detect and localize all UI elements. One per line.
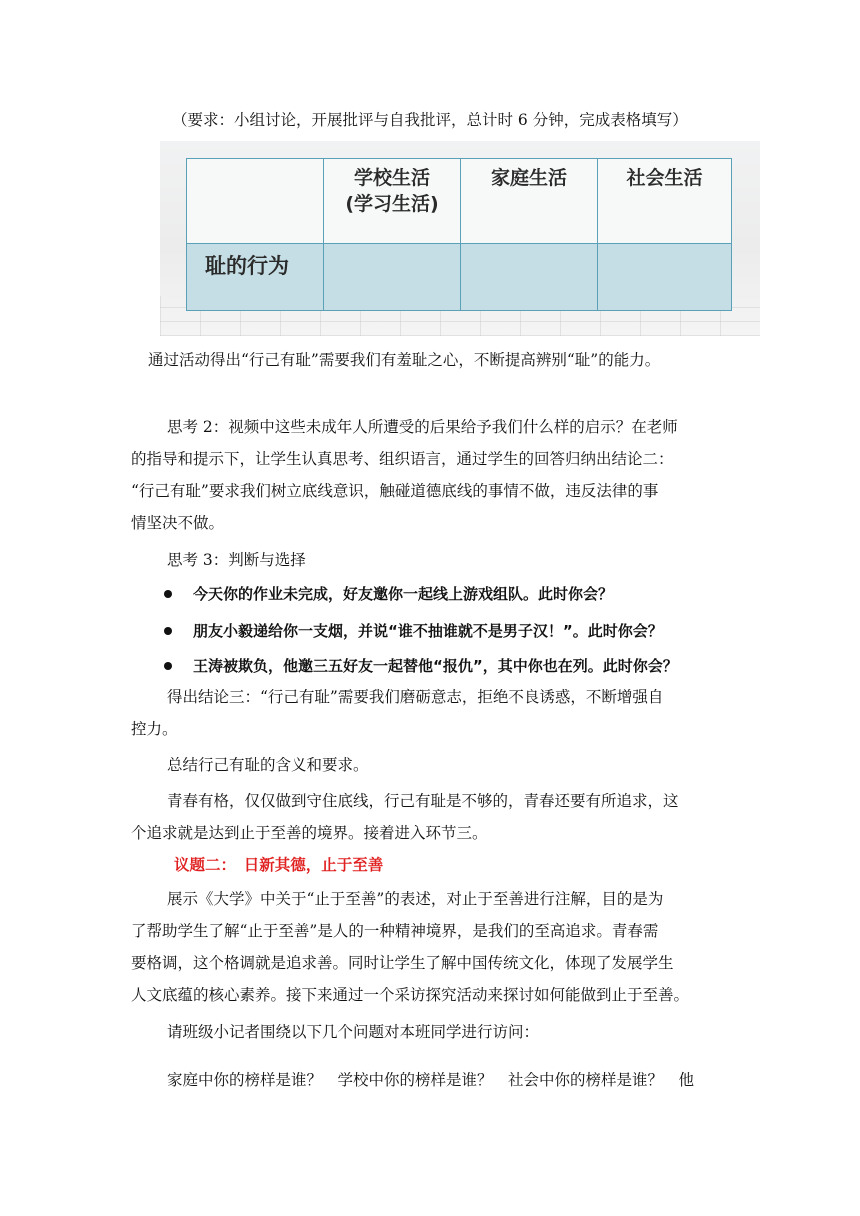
requirement-note: （要求：小组讨论，开展批评与自我批评，总计时 6 分钟，完成表格填写） [172, 111, 688, 129]
bullet-dot [164, 590, 172, 598]
paragraph-think3: 思考 3：判断与选择 [167, 551, 306, 569]
bullet-dot [164, 627, 172, 635]
paragraph-conclusion3-line1: 得出结论三：“行己有耻”需要我们磨砺意志，拒绝不良诱惑，不断增强自 [167, 688, 664, 706]
table-cell-family [461, 244, 598, 311]
activity-table-image [160, 141, 760, 336]
topic2-heading: 议题二： 日新其德，止于至善 [174, 856, 384, 874]
bullet-dot [164, 662, 172, 670]
paragraph-think2-line1: 思考 2：视频中这些未成年人所遭受的后果给予我们什么样的启示？在老师 [167, 418, 678, 436]
bullet-item-2: 朋友小毅递给你一支烟，并说“谁不抽谁就不是男子汉！”。此时你会？ [193, 622, 663, 640]
table-header-society: 社会生活 [626, 167, 703, 189]
shame-behavior-table [186, 158, 732, 311]
paragraph-think2-line2: 的指导和提示下，让学生认真思考、组织语言，通过学生的回答归纳出结论二： [131, 450, 674, 468]
table-header-family: 家庭生活 [490, 167, 567, 189]
paragraph-show-line1: 展示《大学》中关于“止于至善”的表述，对止于至善进行注解，目的是为 [167, 890, 664, 908]
paragraph-activity-conclusion: 通过活动得出“行己有耻”需要我们有羞耻之心，不断提高辨别“耻”的能力。 [148, 351, 661, 369]
paragraph-think2-line4: 情坚决不做。 [131, 514, 225, 532]
paragraph-summary: 总结行己有耻的含义和要求。 [167, 756, 369, 774]
table-cell-school [324, 244, 461, 311]
paragraph-questions: 家庭中你的榜样是谁？ 学校中你的榜样是谁？ 社会中你的榜样是谁？ 他 [167, 1071, 695, 1089]
table-header-empty [187, 159, 324, 244]
bullet-item-3: 王涛被欺负，他邀三五好友一起替他“报仇”，其中你也在列。此时你会？ [193, 657, 678, 675]
paragraph-conclusion3-line2: 控力。 [131, 720, 178, 738]
table-cell-society [598, 244, 732, 311]
paragraph-show-line2: 了帮助学生了解“止于至善”是人的一种精神境界，是我们的至高追求。青春需 [131, 922, 659, 940]
table-header-school: 学校生活 (学习生活) [345, 167, 439, 215]
paragraph-youth-line1: 青春有格，仅仅做到守住底线，行己有耻是不够的，青春还要有所追求，这 [167, 792, 679, 810]
paragraph-show-line3: 要格调，这个格调就是追求善。同时让学生了解中国传统文化，体现了发展学生 [131, 954, 674, 972]
table-row-label: 耻的行为 [205, 254, 289, 278]
paragraph-show-line4: 人文底蕴的核心素养。接下来通过一个采访探究活动来探讨如何能做到止于至善。 [131, 986, 690, 1004]
paragraph-think2-line3: “行己有耻”要求我们树立底线意识，触碰道德底线的事情不做，违反法律的事 [131, 482, 659, 500]
paragraph-youth-line2: 个追求就是达到止于至善的境界。接着进入环节三。 [131, 824, 488, 842]
paragraph-interview: 请班级小记者围绕以下几个问题对本班同学进行访问： [167, 1023, 540, 1041]
bullet-item-1: 今天你的作业未完成，好友邀你一起线上游戏组队。此时你会？ [193, 585, 614, 603]
